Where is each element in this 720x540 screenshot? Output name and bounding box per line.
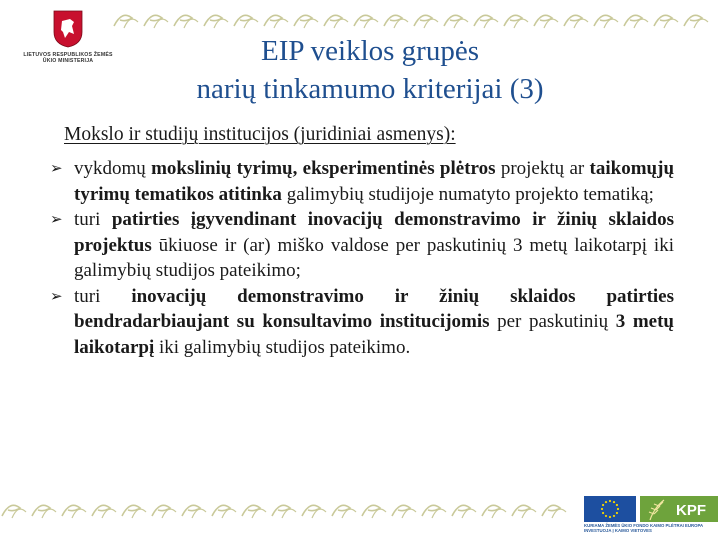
criteria-item: [48, 207, 674, 284]
text-segment: vykdomų: [74, 158, 152, 179]
eu-flag-icon: [584, 496, 636, 522]
text-segment: galimybių studijoje numatyto projekto tematiką;: [281, 183, 654, 205]
kpf-logo: [640, 496, 718, 522]
section-subtitle: Mokslo ir studijų institucijos (juridiniai asmenys):: [64, 124, 456, 145]
coat-of-arms-icon: [53, 10, 83, 48]
kpf-label: KPF: [676, 502, 706, 519]
text-segment: iki galimybių studijos pateikimo.: [154, 336, 411, 358]
text-segment: projektų ar: [495, 158, 590, 179]
title-line-2: narių tinkamumo kriterijai (3): [196, 73, 544, 105]
bold-text-segment: mokslinių tyrimų, eksperimentinės plėtros: [151, 158, 496, 179]
criteria-item: [48, 156, 674, 207]
criteria-item: [48, 284, 674, 361]
bullet-arrow-icon: ➢: [50, 159, 63, 177]
bold-text-segment: 3 metų laikotarpį: [74, 311, 674, 358]
text-segment: per paskutinių: [489, 311, 616, 332]
bold-text-segment: inovacijų demonstravimo ir žinių sklaidos patirties bendradarbiaujant su konsultavimo institucijomis: [74, 285, 675, 332]
bullet-arrow-icon: ➢: [50, 286, 63, 305]
bold-text-segment: taikomųjų tyrimų tematikos atitinka: [74, 158, 675, 205]
bullet-arrow-icon: ➢: [50, 210, 63, 228]
footer-caption: KURIAMA ŽEMĖS ŪKIO FONDO KAIMO PLĖTRAI EUROPA INVESTUOJA Į KAIMO VIETOVES: [584, 523, 703, 533]
bold-text-segment: patirties įgyvendinant inovacijų demonstravimo ir žinių sklaidos projektus: [74, 209, 675, 256]
criteria-list: [48, 156, 674, 360]
slide-title: [150, 32, 590, 108]
text-segment: ūkiuose ir (ar) miško valdose per paskutinių 3 metų laikotarpį iki galimybių studijos pateikimo;: [74, 234, 674, 281]
text-segment: turi: [74, 285, 132, 307]
ministry-name: LIETUVOS RESPUBLIKOS ŽEMĖS ŪKIO MINISTERIJA: [23, 52, 113, 64]
bottom-ornament-band: [0, 498, 582, 520]
title-line-1: EIP veiklos grupės: [260, 35, 479, 67]
text-segment: turi: [74, 209, 112, 230]
ministry-logo: [18, 10, 118, 82]
top-ornament-band: [112, 8, 720, 30]
